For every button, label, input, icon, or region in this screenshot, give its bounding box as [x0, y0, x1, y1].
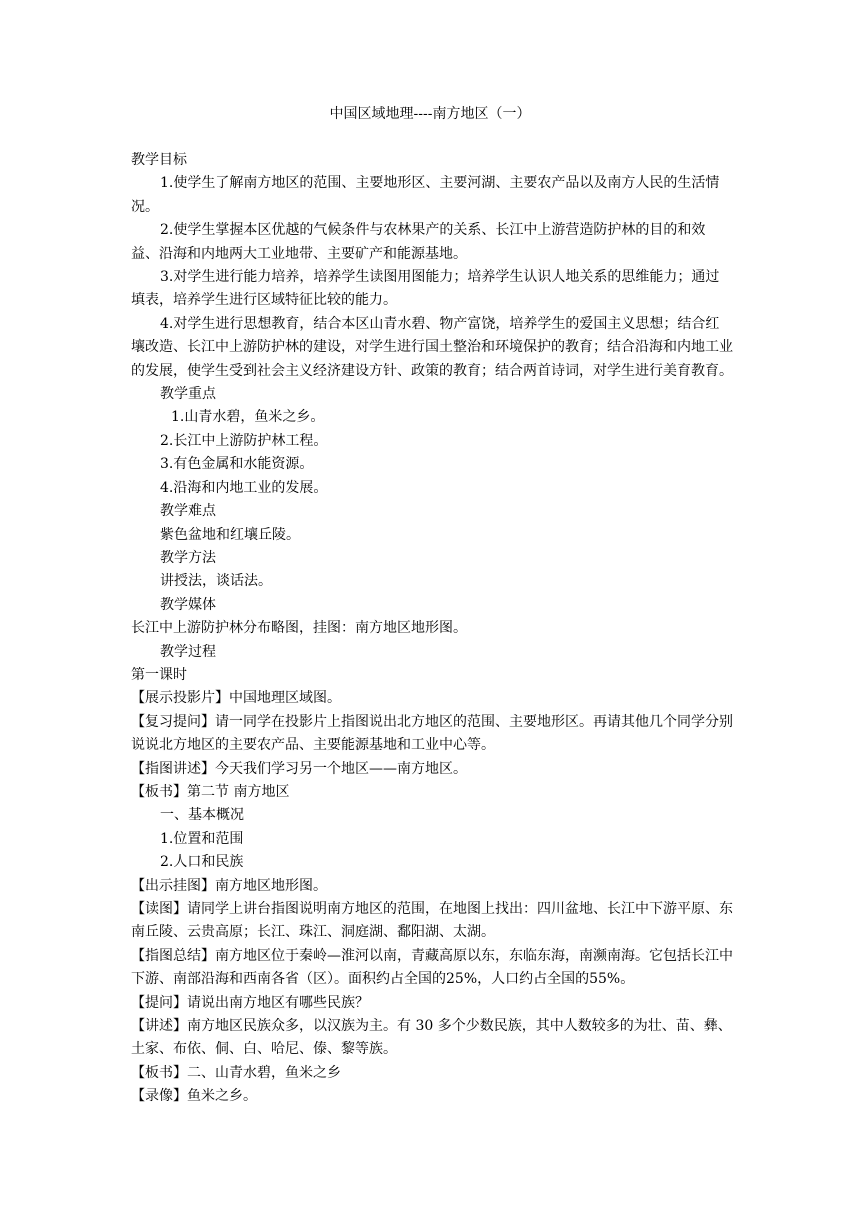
paragraph: 【指图总结】南方地区位于秦岭—淮河以南，青藏高原以东，东临东海，南濒南海。它包括长江中下游、南部沿海和西南各省（区）。面积约占全国的25%，人口约占全国的55%。 [131, 947, 733, 988]
paragraph: 教学目标 [131, 152, 187, 168]
paragraph: 一、基本概况 [160, 807, 244, 824]
paragraph: 3.有色金属和水能资源。 [160, 456, 314, 473]
paragraph: 1.位置和范围 [160, 830, 244, 847]
paragraph: 【展示投影片】中国地理区域图。 [131, 690, 341, 707]
paragraph: 教学方法 [160, 549, 216, 566]
paragraph: 【提问】请说出南方地区有哪些民族？ [131, 994, 369, 1011]
paragraph: 【录像】鱼米之乡。 [131, 1088, 257, 1105]
paragraph: 【指图讲述】今天我们学习另一个地区——南方地区。 [131, 760, 467, 777]
paragraph: 【读图】请同学上讲台指图说明南方地区的范围，在地图上找出：四川盆地、长江中下游平原、东南丘陵、云贵高原；长江、珠江、洞庭湖、鄱阳湖、太湖。 [131, 901, 733, 941]
paragraph: 教学过程 [160, 643, 216, 660]
paragraph: 第一课时 [131, 666, 187, 683]
paragraph: 【板书】第二节 南方地区 [131, 783, 290, 800]
paragraph: 【板书】二、山青水碧，鱼米之乡 [131, 1064, 341, 1081]
document-body [131, 149, 733, 1109]
paragraph: 教学重点 [160, 386, 216, 403]
paragraph: 2.使学生掌握本区优越的气候条件与农林果产的关系、长江中上游营造防护林的目的和效益、沿海和内地两大工业地带、主要矿产和能源基地。 [131, 222, 706, 262]
paragraph: 4.沿海和内地工业的发展。 [160, 479, 328, 496]
paragraph: 教学媒体 [160, 596, 216, 613]
paragraph: 4.对学生进行思想教育，结合本区山青水碧、物产富饶，培养学生的爱国主义思想；结合红壤改造、长江中上游防护林的建设，对学生进行国土整治和环境保护的教育；结合沿海和内地工业的发展，使学生受到社会主义经济建设方针、政策的教育；结合两首诗词，对学生进行美育教育。 [131, 315, 733, 379]
paragraph: 2.人口和民族 [160, 854, 244, 871]
paragraph: 【讲述】南方地区民族众多，以汉族为主。有 30 多个少数民族，其中人数较多的为壮、苗、彝、土家、布依、侗、白、哈尼、傣、黎等族。 [131, 1018, 732, 1058]
paragraph: 教学难点 [160, 503, 216, 520]
paragraph: 3.对学生进行能力培养，培养学生读图用图能力；培养学生认识人地关系的思维能力；通过填表，培养学生进行区域特征比较的能力。 [131, 269, 720, 309]
paragraph: 1.使学生了解南方地区的范围、主要地形区、主要河湖、主要农产品以及南方人民的生活情况。 [131, 175, 720, 215]
paragraph: 2.长江中上游防护林工程。 [160, 432, 328, 449]
paragraph: 紫色盆地和红壤丘陵。 [160, 526, 300, 543]
paragraph: 【出示挂图】南方地区地形图。 [131, 877, 327, 894]
paragraph: 讲授法，谈话法。 [160, 573, 272, 590]
paragraph: 【复习提问】请一同学在投影片上指图说出北方地区的范围、主要地形区。再请其他几个同学分别说说北方地区的主要农产品、主要能源基地和工业中心等。 [131, 713, 733, 754]
paragraph: 1.山青水碧，鱼米之乡。 [171, 409, 325, 426]
paragraph: 长江中上游防护林分布略图，挂图：南方地区地形图。 [131, 620, 467, 637]
document-title: 中国区域地理----南方地区（一） [329, 106, 531, 122]
